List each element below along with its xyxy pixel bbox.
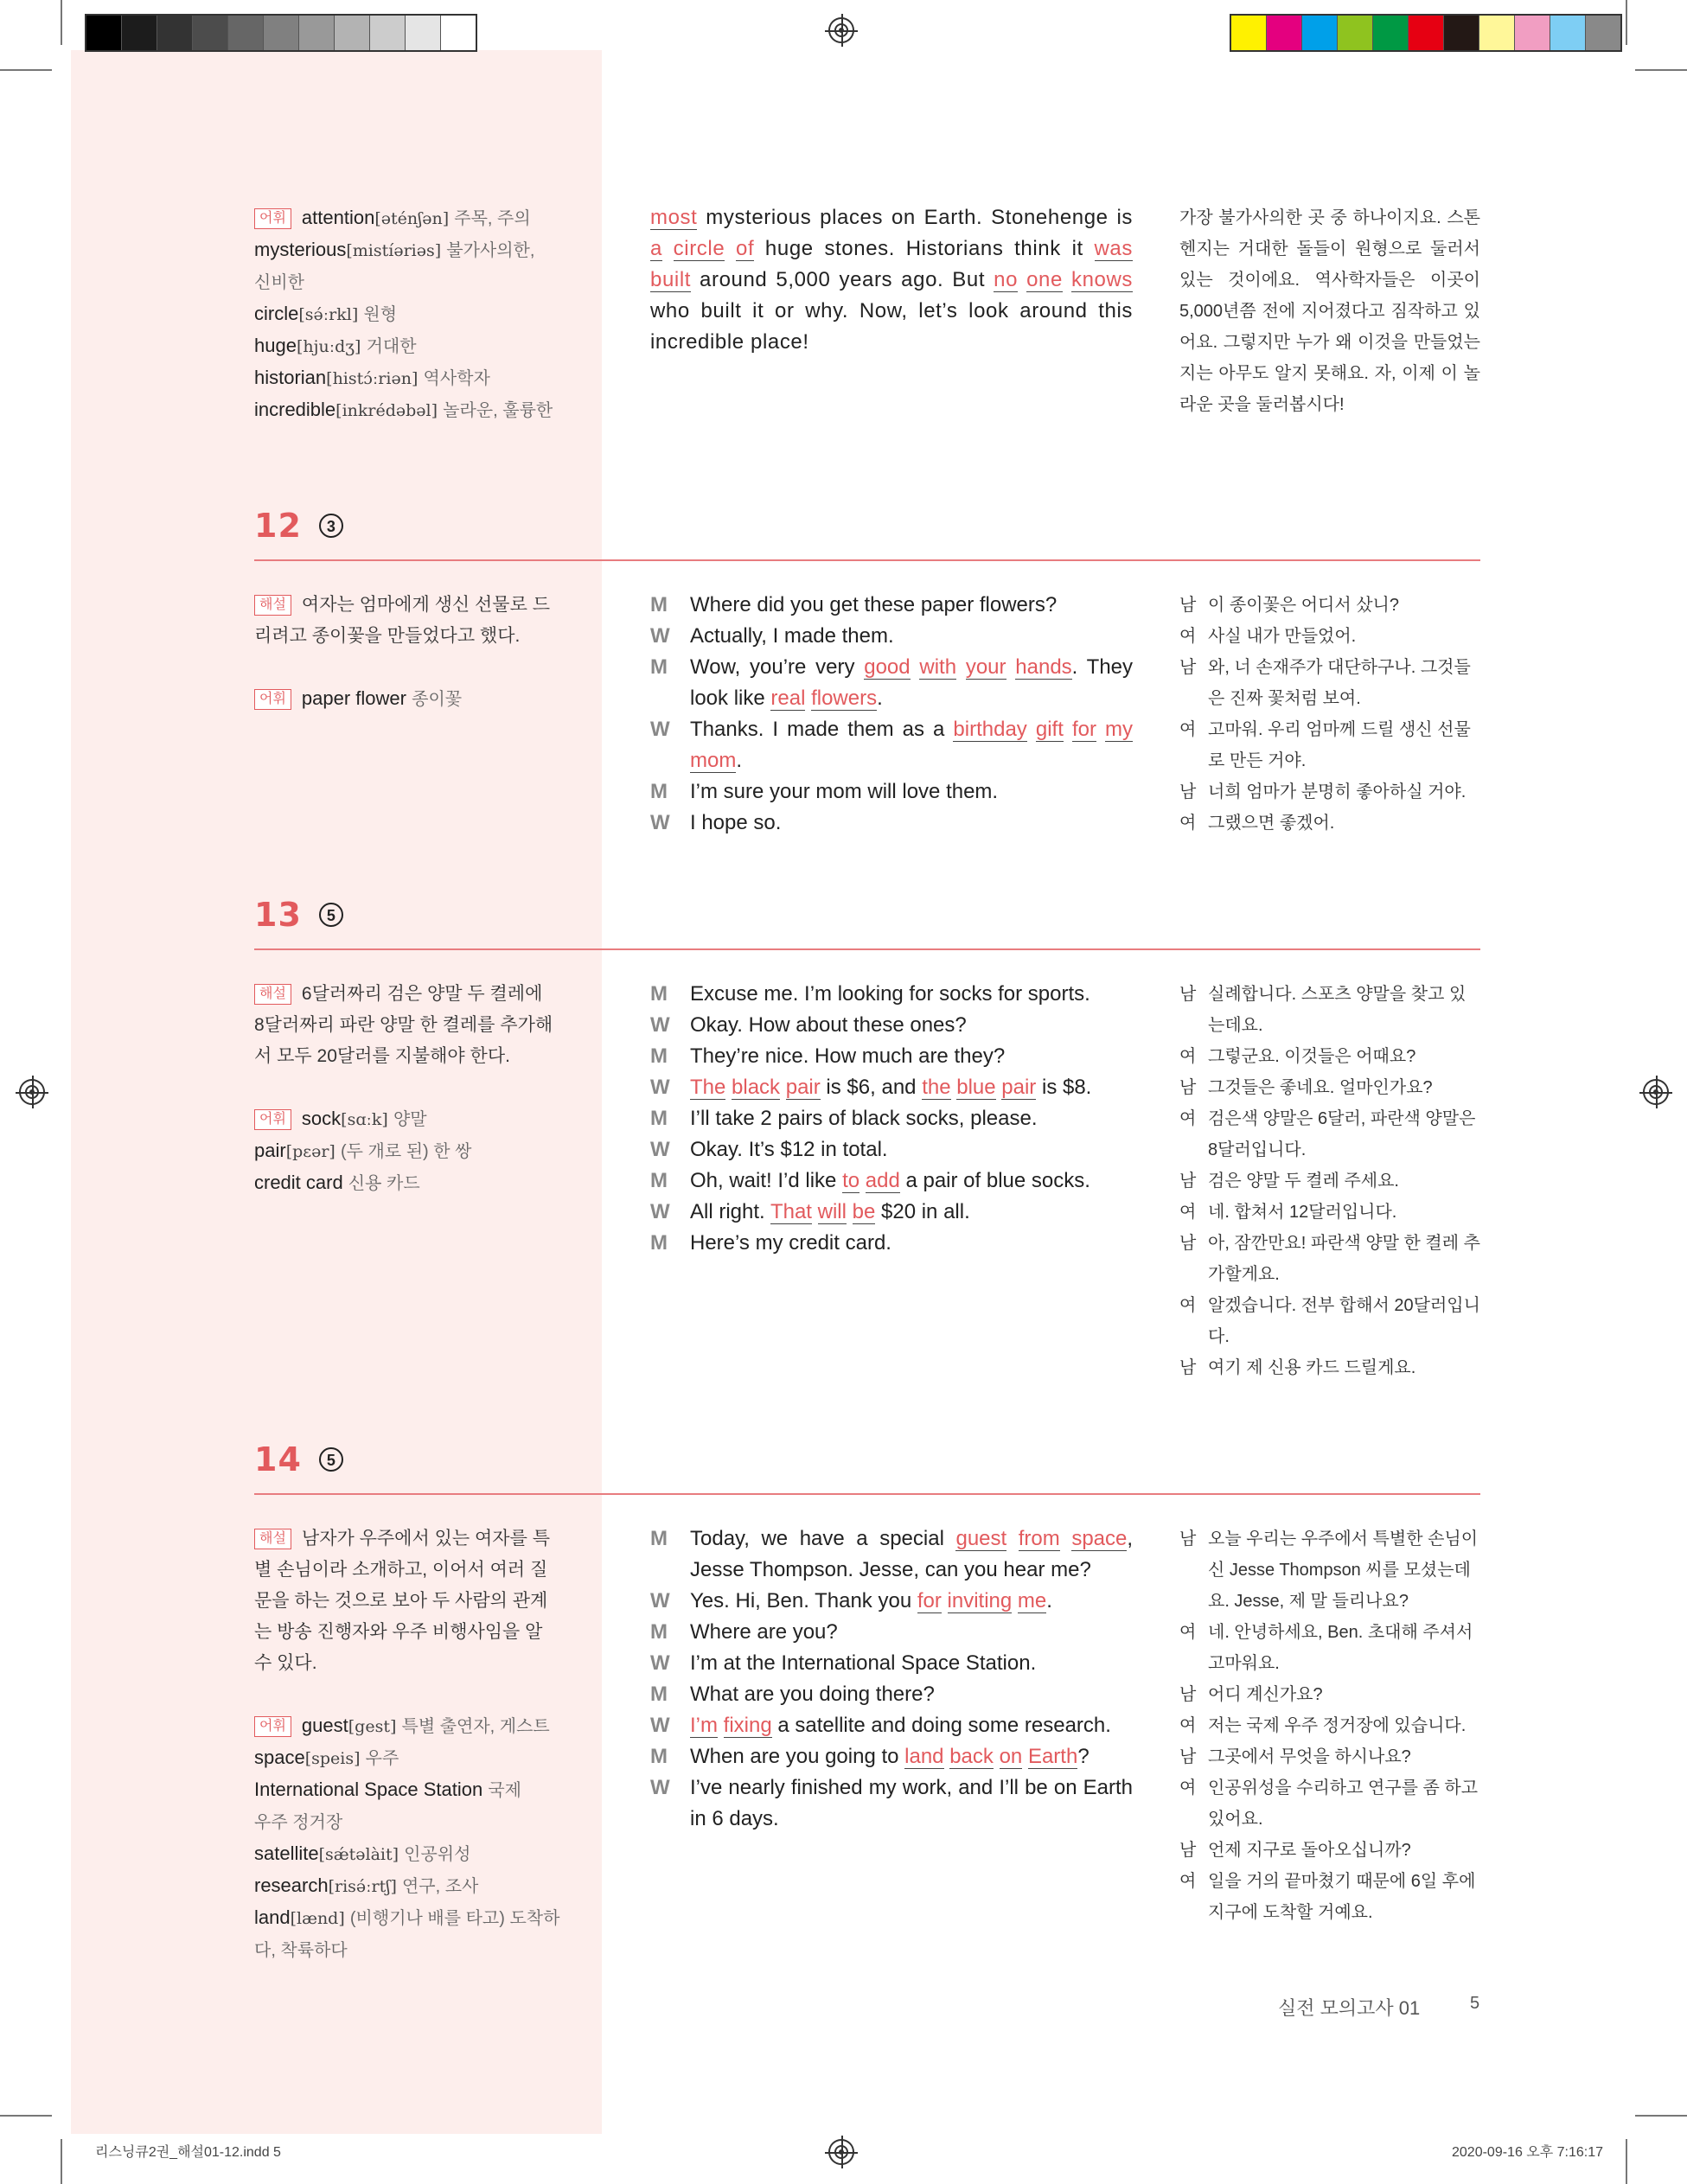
vocab-meaning: 우주 정거장: [254, 1813, 343, 1832]
question-12-header: [254, 507, 343, 550]
translation-line: 남 와, 너 손재주가 대단하구나. 그것들은 진짜 꽃처럼 보여.: [1179, 652, 1480, 714]
answer-circle-icon: 5: [319, 1447, 343, 1472]
speaker-label: W: [650, 811, 670, 834]
speaker-label: 여: [1179, 1203, 1197, 1222]
vocab-term: research: [254, 1874, 329, 1896]
vocab-term: huge: [254, 335, 297, 356]
section-divider: [254, 948, 1480, 950]
vocab-term: incredible: [254, 399, 336, 420]
vocab-pron: [hjuːdʒ]: [296, 337, 361, 356]
section-divider: [254, 1493, 1480, 1495]
vocab-pron: [gest]: [348, 1717, 397, 1736]
translation-line: 여 인공위성을 수리하고 연구를 좀 하고 있어요.: [1179, 1772, 1480, 1835]
vocab-term: land: [254, 1906, 291, 1928]
explanation: 해설 여자는 엄마에게 생신 선물로 드리려고 종이꽃을 만들었다고 했다.: [254, 595, 550, 646]
vocab-pron: [risə́ːrtʃ]: [328, 1877, 397, 1896]
q12-notes: [254, 590, 557, 715]
blank-answer: add: [865, 1169, 900, 1192]
vocab-meaning: 신비한: [254, 273, 304, 292]
registration-mark-icon: [1643, 1079, 1669, 1105]
vocab-term: space: [254, 1747, 305, 1768]
speaker-label: 남: [1179, 1358, 1197, 1377]
blank-answer: a: [650, 237, 662, 260]
crop-mark: [1626, 2139, 1627, 2184]
vocab-pron: [pɛər]: [285, 1142, 335, 1161]
translation-line: 남 아, 잠깐만요! 파란색 양말 한 켤레 추가할게요.: [1179, 1228, 1480, 1290]
dialog-line: W I’m at the International Space Station.: [650, 1648, 1133, 1679]
q11-transcript: [650, 202, 1133, 358]
color-swatch: [441, 16, 476, 50]
dialog-line: W Actually, I made them.: [650, 621, 1133, 652]
vocab-pron: [əténʃən]: [374, 209, 450, 228]
dialog-line: W I hope so.: [650, 808, 1133, 839]
dialog-line: M I’ll take 2 pairs of black socks, please.: [650, 1103, 1133, 1134]
speaker-label: M: [650, 1683, 668, 1706]
blank-answer: pair: [1001, 1076, 1037, 1099]
blank-answer: of: [736, 237, 755, 260]
speaker-label: M: [650, 1169, 668, 1192]
dialog-line: M Oh, wait! I’d like to add a pair of blue socks.: [650, 1165, 1133, 1197]
vocab-meaning: 양말: [393, 1110, 427, 1129]
question-number: 12: [254, 507, 302, 545]
translation-line: 여 네. 안녕하세요, Ben. 초대해 주셔서 고마워요.: [1179, 1617, 1480, 1679]
dialog-line: W Yes. Hi, Ben. Thank you for inviting me.: [650, 1586, 1133, 1617]
blank-answer: space: [1071, 1527, 1128, 1550]
crop-mark: [1626, 0, 1627, 45]
dialog-line: M Where are you?: [650, 1617, 1133, 1648]
color-swatch: [1267, 16, 1302, 50]
crop-mark: [1635, 2115, 1687, 2117]
blank-answer: flowers: [811, 686, 878, 710]
blank-answer: fixing: [723, 1714, 772, 1737]
dialog-line: W All right. That will be $20 in all.: [650, 1197, 1133, 1228]
color-swatch: [370, 16, 406, 50]
speaker-label: M: [650, 1231, 668, 1255]
vocab-term: circle: [254, 303, 299, 324]
translation-line: 남 이 종이꽃은 어디서 샀니?: [1179, 590, 1480, 621]
speaker-label: 남: [1179, 985, 1197, 1004]
blank-answer: black: [732, 1076, 781, 1099]
blank-answer: circle: [673, 237, 725, 260]
speaker-label: 여: [1179, 1716, 1197, 1735]
translation-line: 여 그랬으면 좋겠어.: [1179, 808, 1480, 839]
vocab-meaning: 인공위성: [404, 1845, 471, 1864]
speaker-label: 여: [1179, 1296, 1197, 1315]
speaker-label: 남: [1179, 658, 1197, 677]
explanation: 해설 6달러짜리 검은 양말 두 켤레에 8달러짜리 파란 양말 한 켤레를 추가해서 모두 20달러를 지불해야 한다.: [254, 984, 553, 1066]
answer-circle-icon: 3: [319, 514, 343, 538]
dialog-line: W The black pair is $6, and the blue pair is $8.: [650, 1072, 1133, 1103]
speaker-label: M: [650, 1044, 668, 1068]
color-swatch: [1550, 16, 1586, 50]
registration-mark-icon: [19, 1079, 45, 1105]
vocab-meaning: 신용 카드: [348, 1174, 420, 1193]
crop-mark: [61, 2139, 62, 2184]
q12-transcript: [650, 590, 1133, 839]
dialog-line: M When are you going to land back on Earth?: [650, 1741, 1133, 1772]
vocab-meaning: 종이꽃: [412, 690, 463, 709]
question-number: 14: [254, 1440, 302, 1478]
vocab-meaning: 연구, 조사: [401, 1877, 479, 1896]
translation-line: 여 알겠습니다. 전부 합해서 20달러입니다.: [1179, 1290, 1480, 1352]
color-swatch: [1373, 16, 1409, 50]
blank-answer: gift: [1035, 718, 1064, 741]
dialog-line: M What are you doing there?: [650, 1679, 1133, 1710]
speaker-label: 남: [1179, 1747, 1197, 1766]
explanation-badge: 해설: [254, 984, 291, 1005]
vocab-badge: 어휘: [254, 1716, 291, 1737]
translation-line: 남 그것들은 좋네요. 얼마인가요?: [1179, 1072, 1480, 1103]
q11-vocab: [254, 202, 553, 426]
speaker-label: M: [650, 780, 668, 803]
speaker-label: 여: [1179, 1872, 1197, 1891]
crop-mark: [61, 0, 62, 45]
dialog-line: M Here’s my credit card.: [650, 1228, 1133, 1259]
answer-circle-icon: 5: [319, 903, 343, 927]
blank-answer: your: [965, 655, 1006, 679]
dialog-line: M Excuse me. I’m looking for socks for sports.: [650, 979, 1133, 1010]
blank-answer: I’m: [690, 1714, 718, 1737]
vocab-term: paper flower: [301, 687, 406, 709]
blank-answer: mom: [690, 749, 737, 772]
q13-transcript: [650, 979, 1133, 1259]
speaker-label: M: [650, 1527, 668, 1550]
vocab-meaning: 놀라운, 훌륭한: [443, 401, 553, 420]
dialog-line: M They’re nice. How much are they?: [650, 1041, 1133, 1072]
speaker-label: M: [650, 593, 668, 616]
vocab-meaning: 국제: [488, 1781, 521, 1800]
vocab-pron: [inkrédəbəl]: [335, 401, 438, 420]
vocab-pron: [sɑːk]: [341, 1110, 388, 1129]
blank-answer: blue: [956, 1076, 996, 1099]
vocab-meaning: 주목, 주의: [454, 209, 531, 228]
speaker-label: W: [650, 1589, 670, 1612]
question-13-header: [254, 896, 343, 939]
question-number: 13: [254, 896, 302, 934]
speaker-label: 남: [1179, 1172, 1197, 1191]
vocab-term: satellite: [254, 1842, 319, 1864]
vocab-meaning: 거대한: [366, 337, 417, 356]
blank-answer: for: [1071, 718, 1096, 741]
blank-answer: will: [817, 1200, 847, 1223]
speaker-label: 여: [1179, 814, 1197, 833]
vocab-badge: 어휘: [254, 689, 291, 710]
blank-answer: be: [852, 1200, 876, 1223]
crop-mark: [1635, 69, 1687, 71]
translation-line: 여 고마워. 우리 엄마께 드릴 생신 선물로 만든 거야.: [1179, 714, 1480, 776]
q14-notes: [254, 1523, 559, 1966]
translation-line: 여 일을 거의 끝마쳤기 때문에 6일 후에 지구에 도착할 거예요.: [1179, 1866, 1480, 1928]
blank-answer: built: [650, 268, 692, 291]
color-swatch: [157, 16, 193, 50]
vocab-term: credit card: [254, 1172, 343, 1193]
color-swatch: [1231, 16, 1267, 50]
blank-answer: on: [999, 1745, 1023, 1768]
blank-answer: inviting: [947, 1589, 1013, 1612]
vocab-meaning: (두 개로 된) 한 쌍: [340, 1142, 472, 1161]
dialog-line: W Thanks. I made them as a birthday gift for my mom.: [650, 714, 1133, 776]
translation-line: 남 실례합니다. 스포츠 양말을 찾고 있는데요.: [1179, 979, 1480, 1041]
vocab-meaning: 원형: [363, 305, 398, 324]
blank-answer: good: [864, 655, 911, 679]
explanation-badge: 해설: [254, 595, 291, 616]
speaker-label: 여: [1179, 1109, 1197, 1128]
speaker-label: M: [650, 1107, 668, 1130]
transcript-paragraph: most mysterious places on Earth. Stonehenge is a circle of huge stones. Historians think it was built around 5,000 years ago. But no one knows who built it or why. Now, let’s look around this incredible place!: [650, 206, 1133, 354]
blank-answer: birthday: [953, 718, 1027, 741]
speaker-label: W: [650, 1200, 670, 1223]
translation-line: 남 검은 양말 두 켤레 주세요.: [1179, 1165, 1480, 1197]
speaker-label: W: [650, 1714, 670, 1737]
q13-translation: [1179, 979, 1480, 1383]
blank-answer: That: [770, 1200, 812, 1223]
color-swatch: [86, 16, 122, 50]
vocab-meaning: 불가사의한,: [446, 241, 535, 260]
vocab-pron: [sǽtəlàit]: [318, 1845, 399, 1864]
q13-notes: [254, 979, 557, 1199]
explanation-badge: 해설: [254, 1529, 291, 1549]
speaker-label: W: [650, 1776, 670, 1799]
vocab-pron: [mistíəriəs]: [346, 241, 442, 260]
speaker-label: 여: [1179, 627, 1197, 646]
speaker-label: 남: [1179, 1841, 1197, 1860]
color-swatch: [1586, 16, 1620, 50]
dialog-line: M I’m sure your mom will love them.: [650, 776, 1133, 808]
running-footer-title: 실전 모의고사 01: [1278, 1997, 1421, 2019]
registration-mark-icon: [828, 17, 854, 43]
color-swatch: [193, 16, 228, 50]
print-slug-timestamp: 2020-09-16 오후 7:16:17: [1452, 2145, 1604, 2160]
vocab-badge: 어휘: [254, 208, 291, 229]
print-slug-filename: 리스닝큐2권_해설01-12.indd 5: [95, 2145, 281, 2160]
vocab-badge: 어휘: [254, 1109, 291, 1130]
dialog-line: W I’m fixing a satellite and doing some research.: [650, 1710, 1133, 1741]
speaker-label: 남: [1179, 596, 1197, 615]
blank-answer: back: [949, 1745, 994, 1768]
speaker-label: W: [650, 718, 670, 741]
blank-answer: for: [917, 1589, 942, 1612]
vocab-meaning: 역사학자: [423, 369, 490, 388]
dialog-line: W Okay. How about these ones?: [650, 1010, 1133, 1041]
vocab-meaning: 우주: [365, 1749, 399, 1768]
registration-mark-icon: [828, 2139, 854, 2165]
grayscale-color-bar: [85, 14, 477, 52]
speaker-label: 남: [1179, 1685, 1197, 1704]
speaker-label: M: [650, 982, 668, 1006]
dialog-line: M Wow, you’re very good with your hands. They look like real flowers.: [650, 652, 1133, 714]
blank-answer: The: [690, 1076, 726, 1099]
section-divider: [254, 559, 1480, 561]
translation-line: 남 어디 계신가요?: [1179, 1679, 1480, 1710]
vocab-meaning: 다, 착륙하다: [254, 1941, 348, 1960]
translation-line: 남 그곳에서 무엇을 하시나요?: [1179, 1741, 1480, 1772]
color-swatch: [1444, 16, 1479, 50]
page-number: 5: [1470, 1994, 1480, 2013]
speaker-label: 남: [1179, 1529, 1197, 1549]
blank-answer: from: [1018, 1527, 1060, 1550]
speaker-label: 여: [1179, 1047, 1197, 1066]
translation-line: 여 네. 합쳐서 12달러입니다.: [1179, 1197, 1480, 1228]
dialog-line: M Today, we have a special guest from space, Jesse Thompson. Jesse, can you hear me?: [650, 1523, 1133, 1586]
blank-answer: pair: [785, 1076, 821, 1099]
speaker-label: 여: [1179, 1623, 1197, 1642]
q11-translation: [1179, 202, 1480, 420]
blank-answer: one: [1026, 268, 1063, 291]
color-swatch: [228, 16, 264, 50]
explanation: 해설 남자가 우주에서 있는 여자를 특별 손님이라 소개하고, 이어서 여러 질문을 하는 것으로 보아 두 사람의 관계는 방송 진행자와 우주 비행사임을 알 수 있다.: [254, 1529, 550, 1673]
translation-line: 여 저는 국제 우주 정거장에 있습니다.: [1179, 1710, 1480, 1741]
color-swatch: [1302, 16, 1338, 50]
blank-answer: land: [904, 1745, 944, 1768]
vocab-pron: [sə́ːrkl]: [298, 305, 359, 324]
blank-answer: knows: [1070, 268, 1133, 291]
blank-answer: real: [770, 686, 806, 710]
dialog-line: M Where did you get these paper flowers?: [650, 590, 1133, 621]
blank-answer: most: [650, 206, 698, 229]
blank-answer: was: [1094, 237, 1133, 260]
q12-translation: [1179, 590, 1480, 839]
translation-line: 여 검은색 양말은 6달러, 파란색 양말은 8달러입니다.: [1179, 1103, 1480, 1165]
vocab-meaning: 특별 출연자, 게스트: [401, 1717, 550, 1736]
blank-answer: with: [919, 655, 957, 679]
speaker-label: 남: [1179, 1078, 1197, 1097]
translation-line: 남 여기 제 신용 카드 드릴게요.: [1179, 1352, 1480, 1383]
speaker-label: W: [650, 624, 670, 648]
color-swatch: [335, 16, 370, 50]
color-swatch: [406, 16, 441, 50]
blank-answer: to: [842, 1169, 860, 1192]
translation-line: 남 너희 엄마가 분명히 좋아하실 거야.: [1179, 776, 1480, 808]
speaker-label: 남: [1179, 782, 1197, 801]
speaker-label: W: [650, 1138, 670, 1161]
speaker-label: 여: [1179, 1778, 1197, 1798]
vocab-pron: [speis]: [304, 1749, 361, 1768]
color-swatch: [1409, 16, 1444, 50]
blank-answer: me: [1017, 1589, 1047, 1612]
q14-translation: [1179, 1523, 1480, 1928]
crop-mark: [0, 69, 52, 71]
vocab-term: mysterious: [254, 239, 347, 260]
translation-line: 남 언제 지구로 돌아오십니까?: [1179, 1835, 1480, 1866]
vocab-term: historian: [254, 367, 327, 388]
vocab-term: attention: [301, 207, 375, 228]
blank-answer: the: [922, 1076, 951, 1099]
crop-mark: [0, 2115, 52, 2117]
process-color-bar: [1230, 14, 1622, 52]
translation-line: 남 오늘 우리는 우주에서 특별한 손님이신 Jesse Thompson 씨를 모셨는데요. Jesse, 제 말 들리나요?: [1179, 1523, 1480, 1617]
vocab-term: International Space Station: [254, 1778, 483, 1800]
speaker-label: M: [650, 655, 668, 679]
translation-line: 여 사실 내가 만들었어.: [1179, 621, 1480, 652]
vocab-term: pair: [254, 1140, 286, 1161]
blank-answer: hands: [1015, 655, 1072, 679]
speaker-label: 남: [1179, 1234, 1197, 1253]
blank-answer: my: [1105, 718, 1134, 741]
color-swatch: [122, 16, 157, 50]
vocab-term: guest: [301, 1715, 348, 1736]
speaker-label: M: [650, 1620, 668, 1644]
blank-answer: Earth: [1027, 1745, 1078, 1768]
speaker-label: W: [650, 1076, 670, 1099]
speaker-label: W: [650, 1651, 670, 1675]
translation-line: 여 그렇군요. 이것들은 어때요?: [1179, 1041, 1480, 1072]
speaker-label: W: [650, 1013, 670, 1037]
color-swatch: [1515, 16, 1550, 50]
blank-answer: no: [994, 268, 1019, 291]
vocab-pron: [histɔ́ːriən]: [326, 369, 419, 388]
blank-answer: guest: [955, 1527, 1007, 1550]
dialog-line: W Okay. It’s $12 in total.: [650, 1134, 1133, 1165]
dialog-line: W I’ve nearly finished my work, and I’ll be on Earth in 6 days.: [650, 1772, 1133, 1835]
translation-paragraph: 가장 불가사의한 곳 중 하나이지요. 스톤헨지는 거대한 돌들이 원형으로 둘러서 있는 것이에요. 역사학자들은 이곳이 5,000년쯤 전에 지어졌다고 짐작하고 있어요. 그렇지만 누가 왜 이것을 만들었는지는 아무도 알지 못해요. 자, 이제 이 놀라운 곳을 둘러봅시다!: [1179, 208, 1480, 414]
color-swatch: [264, 16, 299, 50]
q14-transcript: [650, 1523, 1133, 1835]
vocab-meaning: (비행기나 배를 타고) 도착하: [349, 1909, 560, 1928]
color-swatch: [1479, 16, 1515, 50]
speaker-label: M: [650, 1745, 668, 1768]
speaker-label: 여: [1179, 720, 1197, 739]
color-swatch: [299, 16, 335, 50]
vocab-term: sock: [301, 1108, 342, 1129]
question-14-header: [254, 1440, 343, 1484]
color-swatch: [1338, 16, 1373, 50]
vocab-pron: [lænd]: [290, 1909, 345, 1928]
